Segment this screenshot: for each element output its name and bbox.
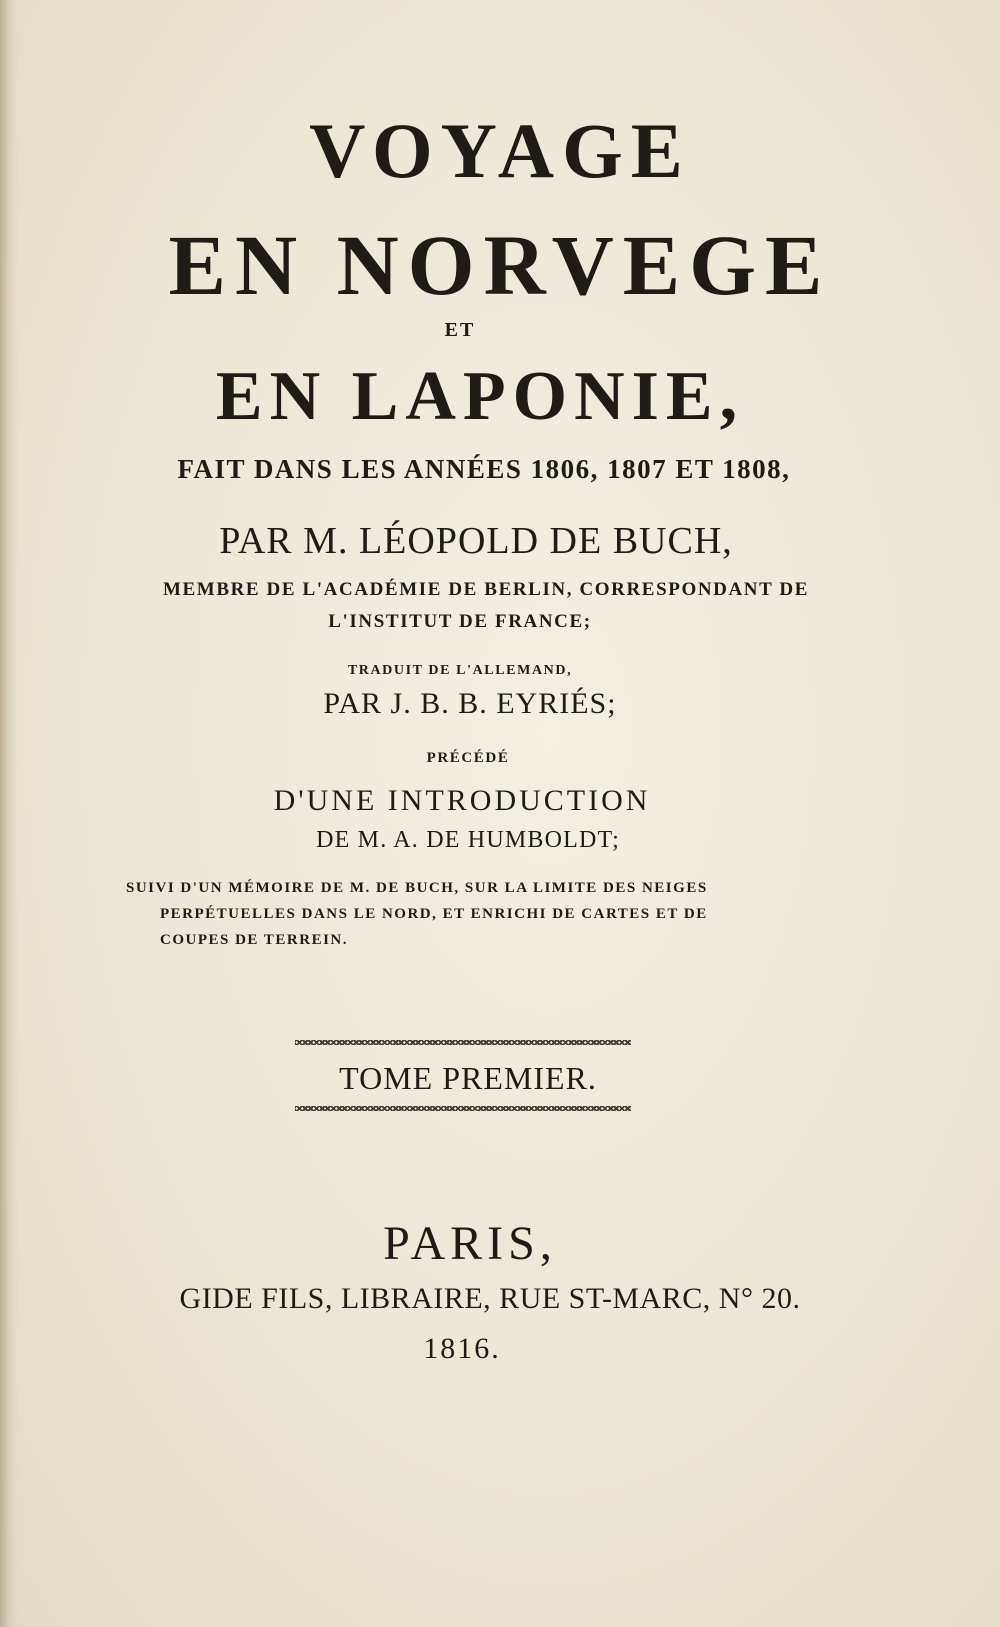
imprint-city: PARIS, (383, 1217, 557, 1270)
imprint-publisher: GIDE FILS, LIBRAIRE, RUE ST-MARC, N° 20. (179, 1282, 801, 1315)
supplement-line3: COUPES DE TERREIN. (160, 932, 349, 948)
dates-line: FAIT DANS LES ANNÉES 1806, 1807 ET 1808, (177, 454, 791, 484)
supplement-line1: SUIVI D'UN MÉMOIRE DE M. DE BUCH, SUR LA LIMITE DES NEIGES (126, 880, 708, 896)
introduction-title: D'UNE INTRODUCTION (273, 784, 651, 817)
title-conjunction: ET (444, 319, 476, 341)
volume-label: TOME PREMIER. (339, 1060, 597, 1096)
title-line-norvege: EN NORVEGE (168, 217, 832, 313)
ornamental-rule-top (295, 1040, 631, 1045)
imprint-year: 1816. (423, 1332, 501, 1365)
title-line-laponie: EN LAPONIE, (215, 358, 745, 435)
ornamental-rule-bottom (295, 1106, 631, 1111)
introduction-author: DE M. A. DE HUMBOLDT; (316, 827, 620, 853)
author-affiliation-line2: L'INSTITUT DE FRANCE; (328, 611, 592, 632)
author-byline: PAR M. LÉOPOLD DE BUCH, (219, 520, 733, 562)
author-affiliation-line1: MEMBRE DE L'ACADÉMIE DE BERLIN, CORRESPONDANT DE (163, 579, 809, 600)
title-line-voyage: VOYAGE (309, 107, 691, 194)
translator-byline: PAR J. B. B. EYRIÉS; (323, 687, 617, 720)
supplement-line2: PERPÉTUELLES DANS LE NORD, ET ENRICHI DE CARTES ET DE (160, 906, 708, 922)
translation-note: TRADUIT DE L'ALLEMAND, (347, 663, 573, 678)
preceded-label: PRÉCÉDÉ (426, 750, 510, 766)
